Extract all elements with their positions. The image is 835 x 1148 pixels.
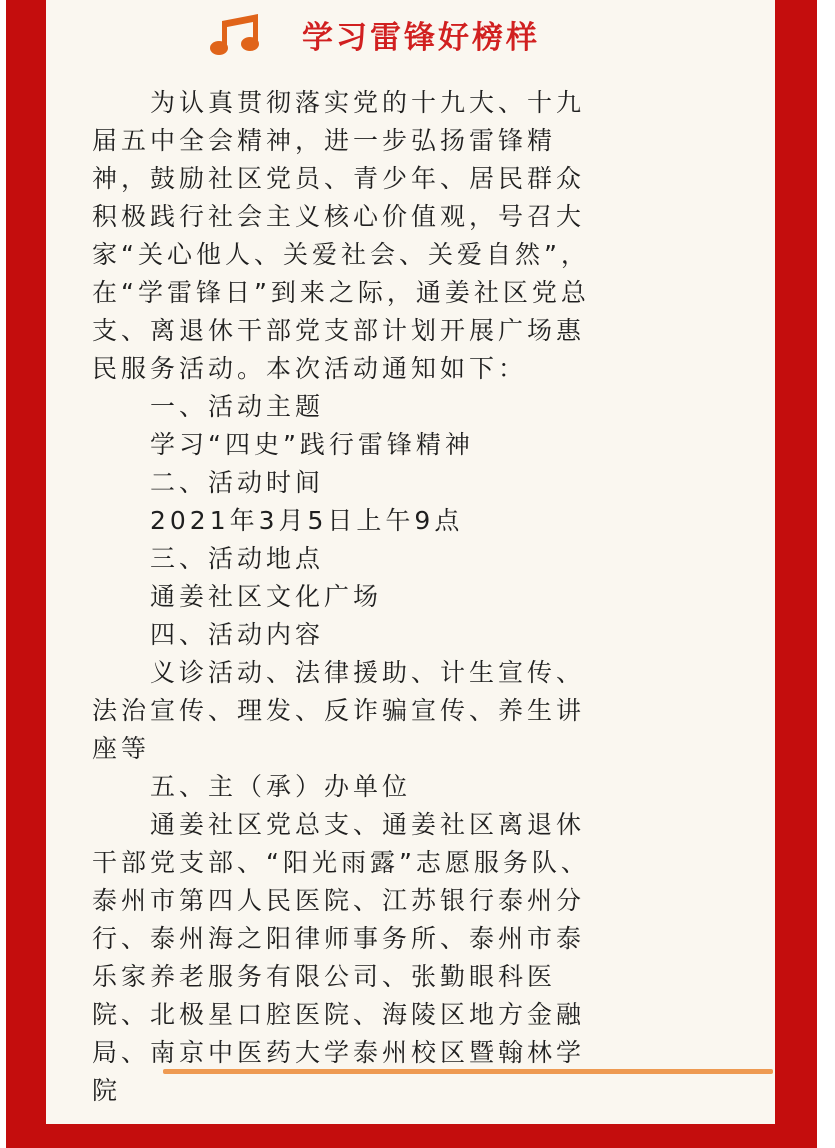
text-line: 泰州市第四人民医院、江苏银行泰州分 (92, 886, 586, 915)
text-line: 乐家养老服务有限公司、张勤眼科医 (92, 962, 557, 991)
text-line: 座等 (92, 734, 151, 763)
title-row (208, 10, 540, 58)
section-heading: 一、活动主题 (92, 392, 325, 421)
text-line: 届五中全会精神，进一步弘扬雷锋精 (92, 126, 557, 155)
section-heading: 四、活动内容 (92, 620, 325, 649)
music-note-icon (208, 11, 268, 57)
text-line: 行、泰州海之阳律师事务所、泰州市泰 (92, 924, 586, 953)
bottom-red-border (6, 1124, 817, 1148)
text-line: 学习“四史”践行雷锋精神 (92, 430, 474, 459)
text-line: 2021年3月5日上午9点 (92, 506, 464, 535)
text-line: 法治宣传、理发、反诈骗宣传、养生讲 (92, 696, 586, 725)
text-line: 家“关心他人、关爱社会、关爱自然”， (92, 240, 590, 269)
highlight-underline (163, 1069, 773, 1074)
text-line: 为认真贯彻落实党的十九大、十九 (92, 88, 586, 117)
text-line: 在“学雷锋日”到来之际，通姜社区党总 (92, 278, 590, 307)
right-red-border (775, 0, 817, 1148)
page-title: 学习雷锋好榜样 (302, 19, 540, 56)
text-line: 院、北极星口腔医院、海陵区地方金融 (92, 1000, 586, 1029)
text-line: 神，鼓励社区党员、青少年、居民群众 (92, 164, 586, 193)
text-line: 院 (92, 1076, 122, 1105)
text-line: 通姜社区党总支、通姜社区离退休 (92, 810, 586, 839)
text-line: 义诊活动、法律援助、计生宣传、 (92, 658, 586, 687)
text-line: 通姜社区文化广场 (92, 582, 383, 611)
text-line: 支、离退休干部党支部计划开展广场惠 (92, 316, 586, 345)
left-red-border (6, 0, 46, 1148)
section-heading: 五、主（承）办单位 (92, 772, 412, 801)
text-line: 民服务活动。本次活动通知如下： (92, 354, 528, 383)
text-line: 局、南京中医药大学泰州校区暨翰林学 (92, 1038, 586, 1067)
text-line: 干部党支部、“阳光雨露”志愿服务队、 (92, 848, 590, 877)
text-line: 积极践行社会主义核心价值观，号召大 (92, 202, 586, 231)
section-heading: 二、活动时间 (92, 468, 325, 497)
section-heading: 三、活动地点 (92, 544, 325, 573)
